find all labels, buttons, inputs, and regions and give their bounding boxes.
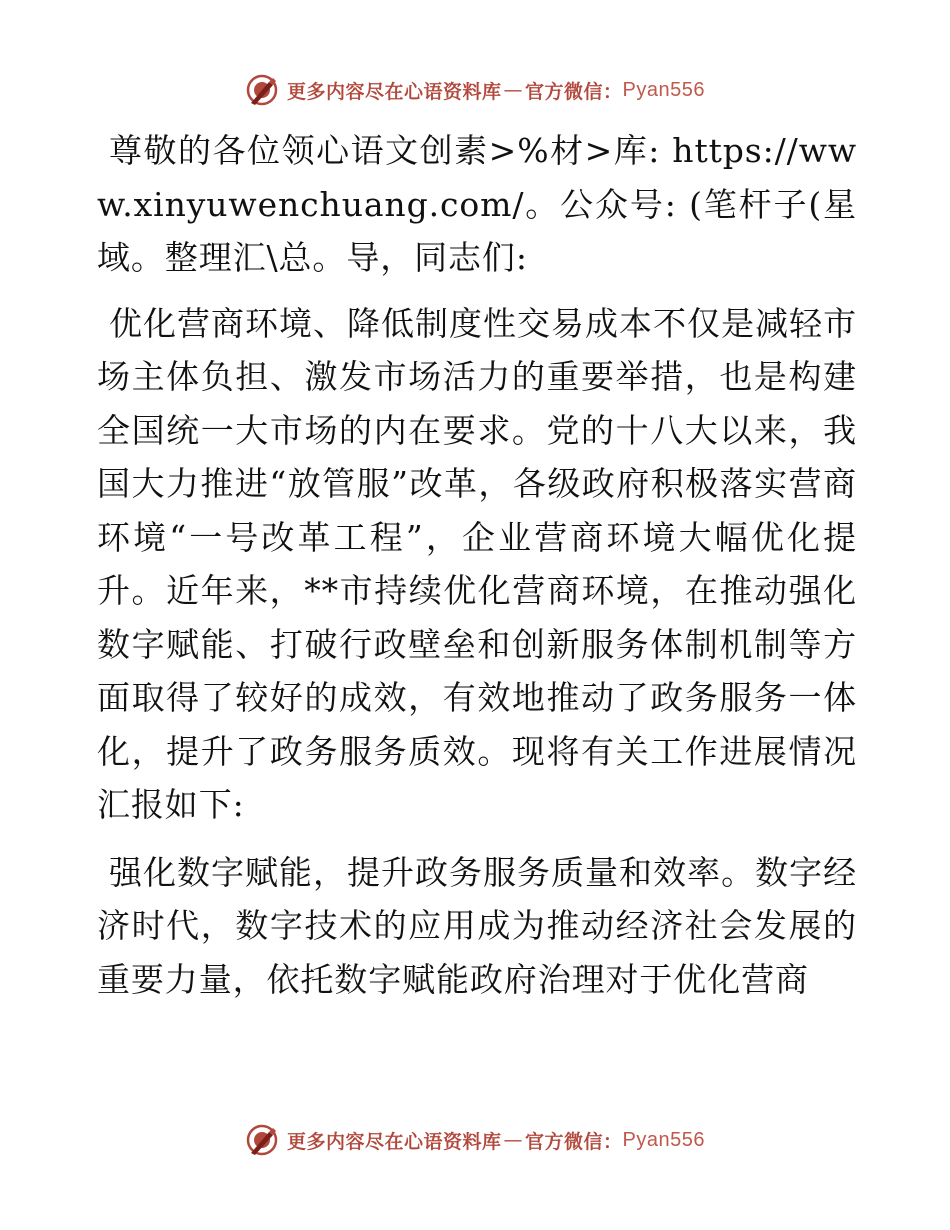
footer-slogan: 更多内容尽在心语资料库 xyxy=(287,1130,502,1153)
header-wechat-account: Pyan556 xyxy=(622,78,705,101)
footer-wechat-label: 官方微信： xyxy=(525,1130,623,1153)
paragraph-greeting: 尊敬的各位领心语文创素>%材>库: https://www.xinyuwenchuang.com/。公众号: (笔杆子(星域。整理汇\总。导，同志们: xyxy=(97,131,857,277)
footer-banner xyxy=(0,1120,950,1160)
document-body xyxy=(97,124,857,1016)
footer-banner-text xyxy=(287,1127,705,1154)
header-wechat-label: 官方微信： xyxy=(525,80,623,103)
paragraph-digital-empowerment: 强化数字赋能，提升政务服务质量和效率。数字经济时代，数字技术的应用成为推动经济社会发展的重要力量，依托数字赋能政府治理对于优化营商 xyxy=(97,852,857,999)
footer-wechat-account: Pyan556 xyxy=(622,1128,705,1151)
footer-dash: — xyxy=(503,1129,524,1151)
header-banner xyxy=(0,70,950,110)
pen-logo-icon xyxy=(245,1123,279,1157)
header-banner-text xyxy=(287,77,705,104)
header-slogan: 更多内容尽在心语资料库 xyxy=(287,80,502,103)
pen-logo-icon xyxy=(245,73,279,107)
header-dash: — xyxy=(503,79,524,101)
paragraph-introduction: 优化营商环境、降低制度性交易成本不仅是减轻市场主体负担、激发市场活力的重要举措，也是构建全国统一大市场的内在要求。党的十八大以来，我国大力推进“放管服”改革，各级政府积极落实营商环境“一号改革工程”，企业营商环境大幅优化提升。近年来，**市持续优化营商环境，在推动强化数字赋能、打破行政壁垒和创新服务体制机制等方面取得了较好的成效，有效地推动了政务服务一体化，提升了政务服务质效。现将有关工作进展情况汇报如下: xyxy=(97,303,857,824)
